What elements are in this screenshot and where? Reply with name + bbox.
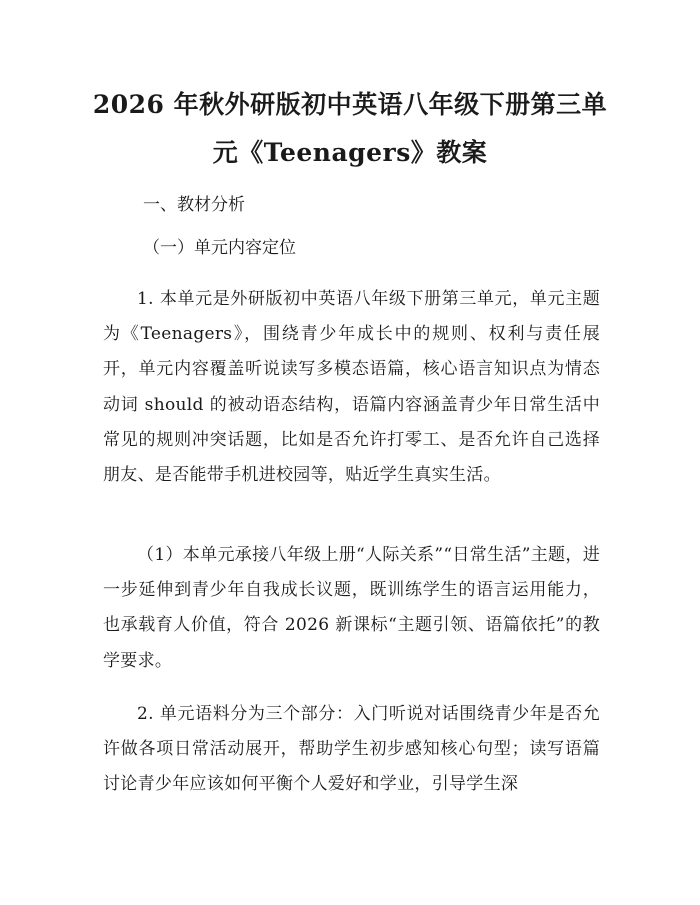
document-title-line-1: 2026 年秋外研版初中英语八年级下册第三单: [92, 90, 608, 119]
subsection-heading-unit-positioning: （一）单元内容定位: [143, 238, 296, 258]
paragraph-1: 1. 本单元是外研版初中英语八年级下册第三单元，单元主题为《Teenagers》，围绕青少年成长中的规则、权利与责任展开，单元内容覆盖听说读写多模态语篇，核心语言知识点为情态动词 should 的被动语态结构，语篇内容涵盖青少年日常生活中常见的规则冲突话题，比如是否允许打零工、是否允许自己选择朋友、是否能带手机进校园等，贴近学生真实生活。: [103, 289, 600, 486]
section-heading-textbook-analysis: 一、教材分析: [143, 195, 245, 215]
document-title-line-2: 元《Teenagers》教案: [212, 138, 488, 167]
paragraph-2: （1）本单元承接八年级上册“人际关系”“日常生活”主题，进一步延伸到青少年自我成长议题，既训练学生的语言运用能力，也承载育人价值，符合 2026 新课标“主题引领、语篇依托”的教学要求。: [103, 545, 600, 671]
paragraph-3: 2. 单元语料分为三个部分：入门听说对话围绕青少年是否允许做各项日常活动展开，帮助学生初步感知核心句型；读写语篇讨论青少年应该如何平衡个人爱好和学业，引导学生深: [103, 704, 600, 795]
